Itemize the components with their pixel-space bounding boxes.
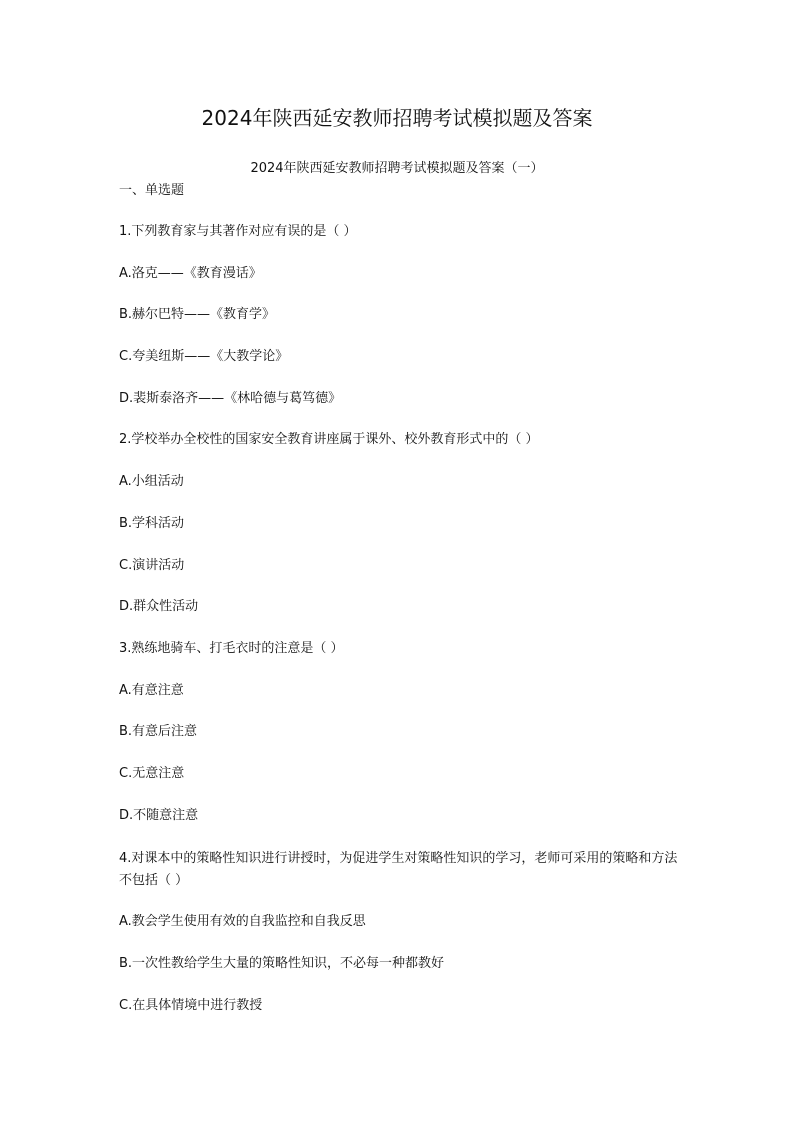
question-stem: 3.熟练地骑车、打毛衣时的注意是（ ） xyxy=(119,640,344,656)
answer-option: B.一次性教给学生大量的策略性知识，不必每一种都教好 xyxy=(119,956,445,971)
question-stem: 1.下列教育家与其著作对应有误的是（ ） xyxy=(119,224,357,239)
page-title: 2024年陕西延安教师招聘考试模拟题及答案 xyxy=(201,106,593,130)
answer-option: A.洛克——《教育漫话》 xyxy=(119,265,262,281)
answer-option: C.在具体情境中进行教授 xyxy=(119,997,263,1013)
answer-option: C.夸美纽斯——《大教学论》 xyxy=(119,349,289,365)
answer-option: D.不随意注意 xyxy=(119,807,199,823)
answer-option: C.无意注意 xyxy=(119,765,185,781)
question-list xyxy=(119,223,679,1038)
question-stem: 2.学校举办全校性的国家安全教育讲座属于课外、校外教育形式中的（ ） xyxy=(119,432,539,448)
answer-option: A.有意注意 xyxy=(119,682,184,698)
answer-option: D.群众性活动 xyxy=(119,599,199,615)
answer-option: D.裴斯泰洛齐——《林哈德与葛笃德》 xyxy=(119,390,342,406)
answer-option: A.教会学生使用有效的自我监控和自我反思 xyxy=(119,914,366,930)
answer-option: C.演讲活动 xyxy=(119,557,185,573)
answer-option: B.赫尔巴特——《教育学》 xyxy=(119,307,276,323)
answer-option: B.有意后注意 xyxy=(119,724,198,740)
section-heading: 一、单选题 xyxy=(119,183,185,198)
page-subtitle: 2024年陕西延安教师招聘考试模拟题及答案（一） xyxy=(250,161,544,176)
answer-option: A.小组活动 xyxy=(119,474,184,490)
question-stem: 4.对课本中的策略性知识进行讲授时，为促进学生对策略性知识的学习，老师可采用的策略和方法不包括（ ） xyxy=(119,851,678,889)
answer-option: B.学科活动 xyxy=(119,515,185,531)
